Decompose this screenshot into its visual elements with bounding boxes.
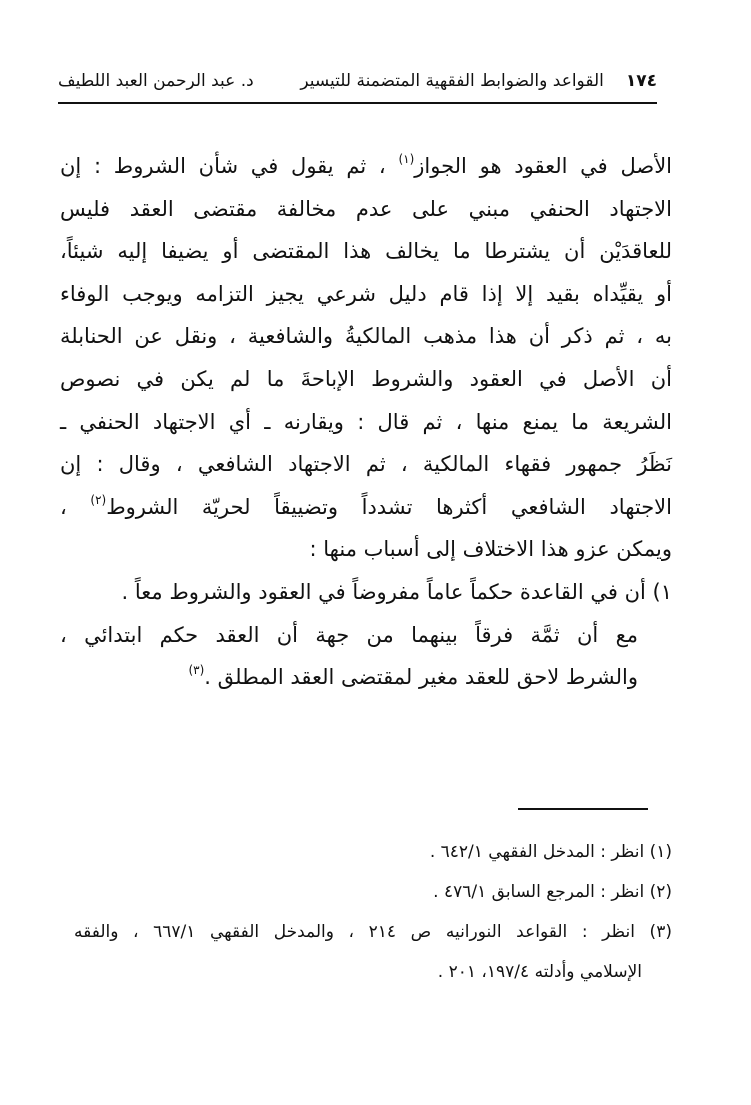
body-line: الاجتهاد الشافعي أكثرها تشدداً وتضييقاً لحريّة الشروط$^{(٢)}$ ،	[60, 492, 672, 519]
footnote-ref: (٢)	[90, 492, 107, 507]
body-line: الشريعة ما يمنع منها ، ثم قال : ويقارنه ـ أي الاجتهاد الحنفي ـ	[60, 409, 672, 434]
list-item: ١) أن في القاعدة حكماً عاماً مفروضاً في العقود والشروط معاً .	[121, 579, 672, 604]
body-line: للعاقدَيْن أن يشترطا ما يخالف هذا المقتضى أو يضيفا إليه شيئاً،	[60, 239, 672, 264]
header-rule	[58, 102, 657, 104]
footnote-rule	[518, 808, 648, 810]
list-item-continuation: والشرط لاحق للعقد مغير لمقتضى العقد المطلق .$^{(٣)}$	[188, 663, 638, 690]
body-line: الأصل في العقود هو الجواز$^{(١)}$ ، ثم يقول في شأن الشروط : إن	[60, 152, 673, 178]
footnotes	[74, 832, 672, 992]
footnote-continuation: الإسلامي وأدلته ١٩٧/٤، ٢٠١ .	[437, 962, 642, 982]
footnote: (٢) انظر : المرجع السابق ٤٧٦/١ .	[433, 882, 672, 902]
running-header	[58, 64, 657, 94]
footnote-ref: (١)	[398, 152, 415, 166]
page-number: ١٧٤	[625, 71, 657, 91]
footnote: (١) انظر : المدخل الفقهي ٦٤٢/١ .	[429, 842, 672, 862]
footnote: (٣) انظر : القواعد النورانيه ص ٢١٤ ، والمدخل الفقهي ٦٦٧/١ ، والفقه	[74, 922, 672, 942]
body-text	[60, 145, 672, 699]
list-item-continuation: مع أن ثمَّة فرقاً بينهما من جهة أن العقد حكم ابتدائي ،	[60, 622, 638, 647]
book-title: القواعد والضوابط الفقهية المتضمنة للتيسير	[300, 71, 604, 91]
author-name: د. عبد الرحمن العبد اللطيف	[58, 71, 254, 91]
body-line: ويمكن عزو هذا الاختلاف إلى أسباب منها :	[309, 537, 672, 562]
footnote-ref: (٣)	[188, 663, 205, 678]
body-line: أو يقيِّداه بقيد إلا إذا قام دليل شرعي يجيز التزامه ويوجب الوفاء	[60, 281, 672, 306]
body-line: الاجتهاد الحنفي مبني على عدم مخالفة مقتضى العقد فليس	[60, 196, 672, 221]
body-line: أن الأصل في العقود والشروط الإباحةَ ما لم يكن في نصوص	[60, 366, 672, 391]
body-line: به ، ثم ذكر أن هذا مذهب المالكيةُ والشافعية ، ونقل عن الحنابلة	[60, 324, 672, 349]
body-line: نَظَرُ جمهور فقهاء المالكية ، ثم الاجتهاد الشافعي ، وقال : إن	[60, 452, 672, 477]
